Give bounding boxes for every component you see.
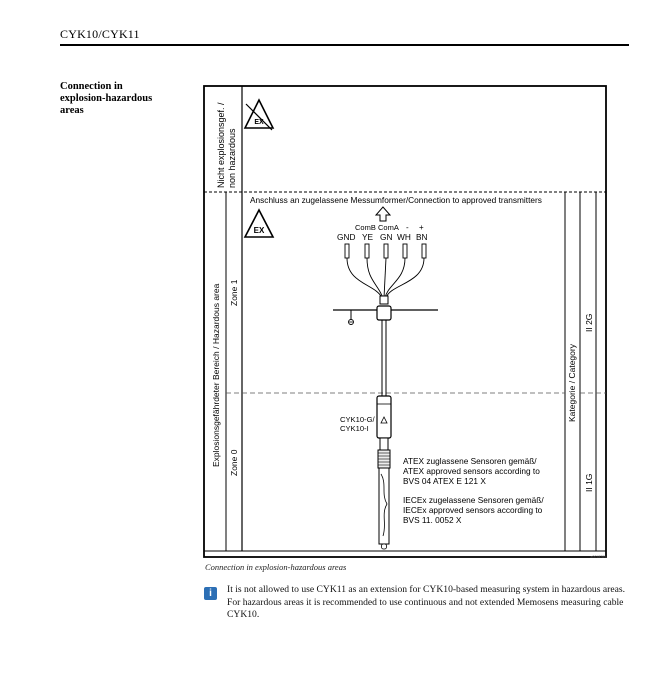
connection-title: Anschluss an zugelassene Messumformer/Connection to approved transmitters [250,195,542,205]
page-header-title: CYK10/CYK11 [60,27,140,41]
cable-gland [377,306,391,320]
svg-text:EX: EX [254,119,264,126]
info-icon: i [204,587,217,600]
iecex-line-3: BVS 11. 0052 X [403,515,462,525]
nonhazard-label-1: Nicht explosionsgef. / [216,102,226,188]
note-line-1: It is not allowed to use CYK11 as an extension for CYK10-based measuring system in hazardous areas. [227,584,625,595]
coma-label: ComA [378,223,399,232]
figure-id: a0018789 [590,555,606,559]
ex-forbidden-icon [245,100,273,130]
wire-ferrules [345,244,426,258]
wire-label-gnd: GND [337,232,356,242]
diagram-frame [204,86,606,557]
category-2g-label: II 2G [584,313,594,332]
svg-text:EX: EX [253,226,265,235]
wire-label-ye: YE [362,232,374,242]
comb-label: ComB [355,223,376,232]
atex-line-3: BVS 04 ATEX E 121 X [403,476,486,486]
section-heading: Connection in explosion-hazardous areas [60,81,153,116]
sensor-label-1: CYK10-G/ [340,415,375,424]
arrow-up-icon [376,207,390,221]
minus-label: - [406,223,409,232]
zone-1-label: Zone 1 [229,279,239,306]
cable-wires [347,258,424,298]
nonhazard-label-2: non hazardous [227,128,237,188]
zone-0-label: Zone 0 [229,449,239,476]
sensor-label-2: CYK10-I [340,424,369,433]
iecex-line-2: IECEx approved sensors according to [403,505,543,515]
note-text [227,584,632,622]
atex-line-1: ATEX zuglassene Sensoren gemäß/ [403,456,537,466]
wire-label-wh: WH [397,232,411,242]
wire-label-bn: BN [416,232,428,242]
hazard-area-label: Explosionsgefährdeter Bereich / Hazardous area [211,283,221,467]
connection-diagram [200,84,610,560]
iecex-line-1: IECEx zugelassene Sensoren gemäß/ [403,495,544,505]
atex-line-2: ATEX approved sensors according to [403,466,540,476]
header-rule [60,44,629,46]
ex-symbol-icon [245,210,273,237]
category-1g-label: II 1G [584,473,594,492]
note-line-2: For hazardous areas it is recommended to use continuous and not extended Memosens measuring cable CYK10. [227,596,624,620]
figure-caption: Connection in explosion-hazardous areas [205,562,347,572]
category-label: Kategorie / Category [567,344,577,422]
wire-label-gn: GN [380,232,393,242]
plus-label: + [419,223,424,232]
